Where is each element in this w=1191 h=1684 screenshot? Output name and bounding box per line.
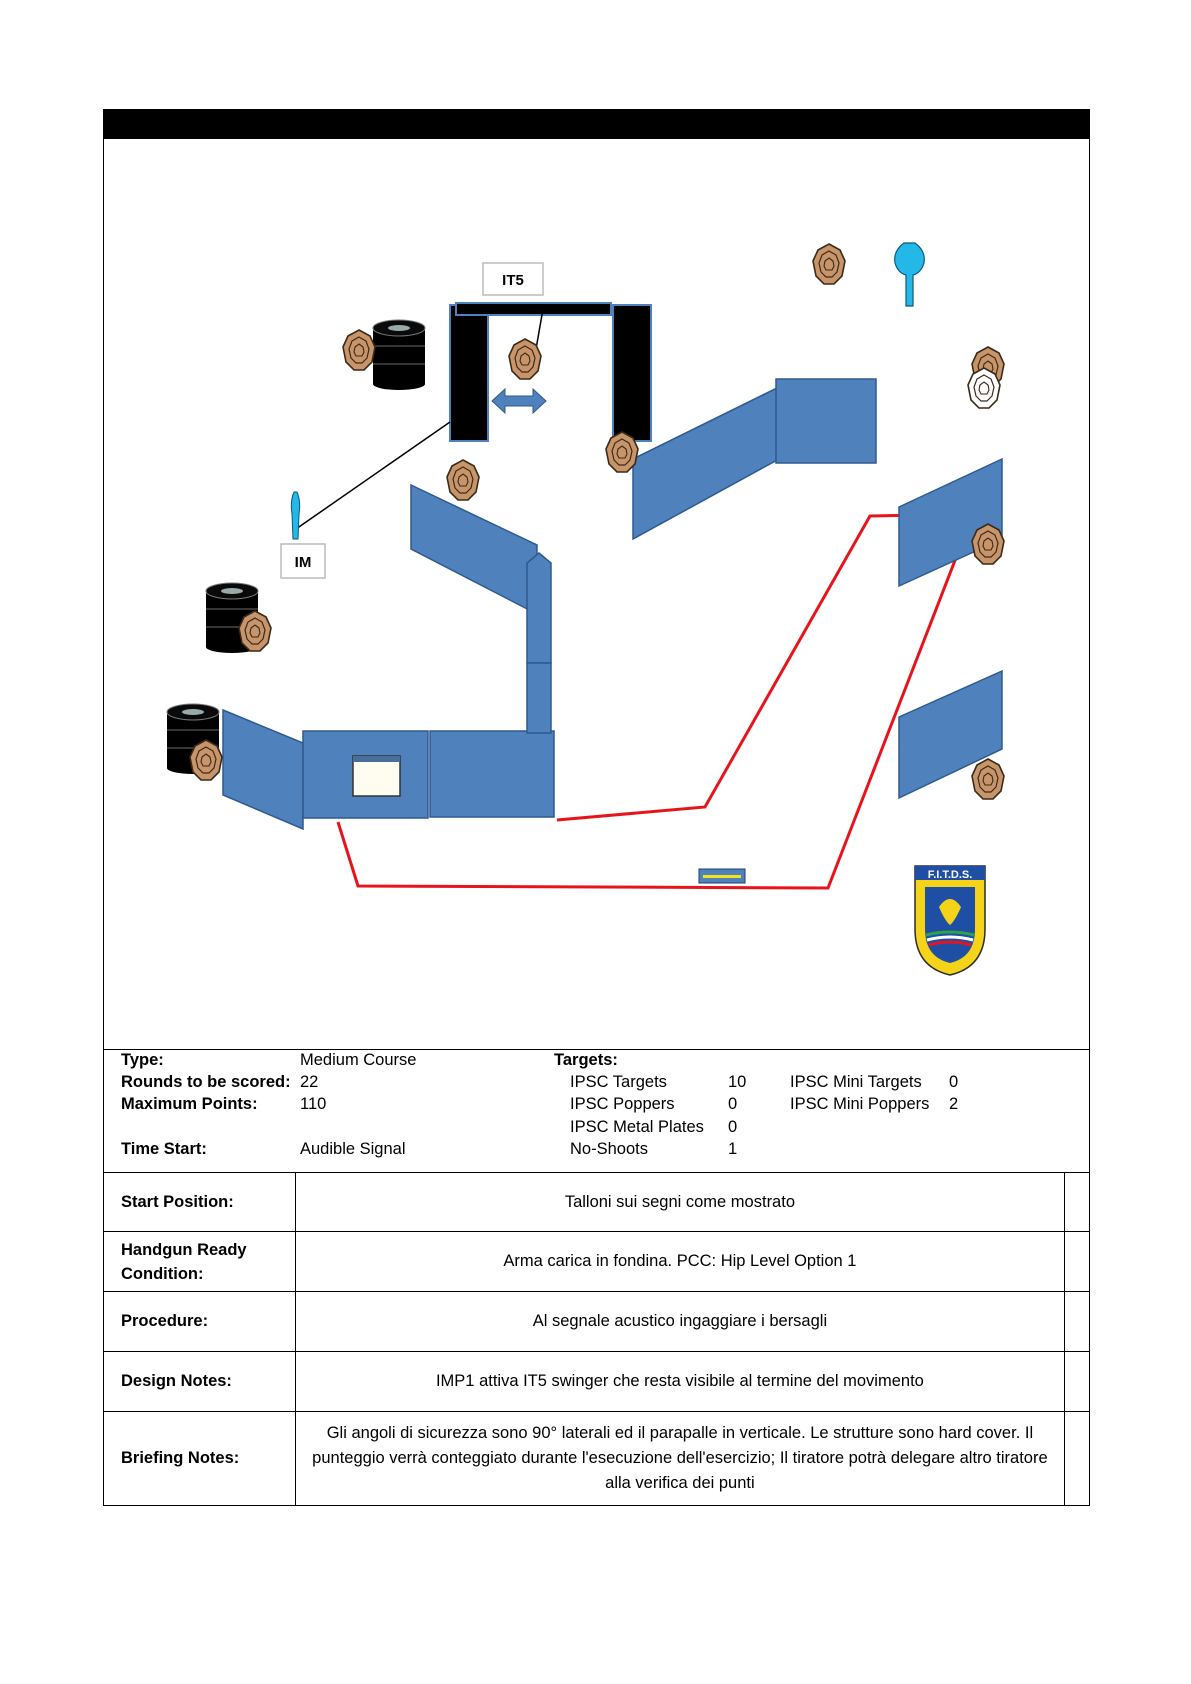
mini-target-value: 0	[949, 1073, 959, 1091]
type-value: Medium Course	[300, 1051, 417, 1069]
target-icon	[606, 432, 638, 472]
table-row	[104, 1352, 1090, 1412]
svg-text:IM: IM	[294, 554, 312, 571]
svg-text:F.I.T.D.S.: F.I.T.D.S.	[927, 869, 973, 881]
row-value: Arma carica in fondina. PCC: Hip Level Option 1	[295, 1232, 1064, 1292]
svg-text:IT5: IT5	[502, 272, 524, 289]
target-count-value: 10	[728, 1073, 747, 1091]
start-position-marker	[699, 869, 745, 883]
table-row	[104, 1412, 1090, 1506]
rounds-label: Rounds to be scored:	[121, 1073, 291, 1091]
row-value: IMP1 attiva IT5 swinger che resta visibile al termine del movimento	[295, 1352, 1064, 1412]
row-label: Procedure:	[104, 1292, 296, 1352]
row-value: Gli angoli di sicurezza sono 90° laterali ed il parapalle in verticale. Le strutture sono hard cover. Il punteggio verrà conteggiato durante l'esecuzione dell'esercizio; Il tiratore potrà delegare altro tiratore alla verifica dei punti	[295, 1412, 1064, 1506]
stage-diagram	[103, 139, 1090, 1050]
target-icon	[813, 244, 845, 284]
mini-target-label: IPSC Mini Targets	[790, 1073, 922, 1091]
target-count-value: 0	[728, 1118, 738, 1136]
barrel-icon	[373, 320, 425, 390]
target-icon	[190, 740, 222, 780]
target-icon	[972, 759, 1004, 799]
row-value: Talloni sui segni come mostrato	[295, 1173, 1064, 1232]
table-row	[104, 1232, 1090, 1292]
rounds-value: 22	[300, 1073, 319, 1091]
wall	[411, 485, 551, 733]
mini-popper-icon	[291, 492, 299, 539]
target-count-label: IPSC Poppers	[570, 1095, 675, 1113]
stage-details-table	[103, 1172, 1090, 1506]
table-row	[104, 1173, 1090, 1232]
time-start-label: Time Start:	[121, 1140, 207, 1158]
time-start-value: Audible Signal	[300, 1140, 406, 1158]
row-label: Briefing Notes:	[104, 1412, 296, 1506]
info-section	[103, 1050, 1090, 1172]
target-count-value: 1	[728, 1140, 738, 1158]
wall	[899, 459, 1002, 798]
target-count-value: 0	[728, 1095, 738, 1113]
wall	[223, 710, 554, 829]
table-row	[104, 1292, 1090, 1352]
im-label	[281, 544, 325, 578]
type-label: Type:	[121, 1051, 164, 1069]
target-icon	[343, 330, 375, 370]
row-label: Design Notes:	[104, 1352, 296, 1412]
mini-popper-icon	[895, 243, 925, 306]
row-label: Start Position:	[104, 1173, 296, 1232]
target-icon	[447, 460, 479, 500]
stage-sheet	[103, 109, 1090, 1492]
it5-frame	[450, 303, 651, 441]
target-icon	[972, 524, 1004, 564]
points-label: Maximum Points:	[121, 1095, 258, 1113]
row-value: Al segnale acustico ingaggiare i bersagli	[295, 1292, 1064, 1352]
fitds-logo	[915, 866, 985, 975]
no-shoot-icon	[968, 368, 1000, 408]
swing-arrow-icon	[492, 389, 546, 413]
target-count-label: No-Shoots	[570, 1140, 648, 1158]
targets-heading: Targets:	[554, 1051, 618, 1069]
mini-target-value: 2	[949, 1095, 959, 1113]
wall	[633, 379, 876, 539]
target-icon	[239, 611, 271, 651]
it5-label	[483, 263, 543, 295]
row-label: Handgun Ready Condition:	[104, 1232, 296, 1292]
title-bar	[103, 109, 1090, 139]
target-icon	[509, 339, 541, 379]
target-count-label: IPSC Metal Plates	[570, 1118, 704, 1136]
points-value: 110	[300, 1095, 327, 1113]
target-count-label: IPSC Targets	[570, 1073, 667, 1091]
fault-line	[338, 514, 973, 888]
mini-target-label: IPSC Mini Poppers	[790, 1095, 930, 1113]
